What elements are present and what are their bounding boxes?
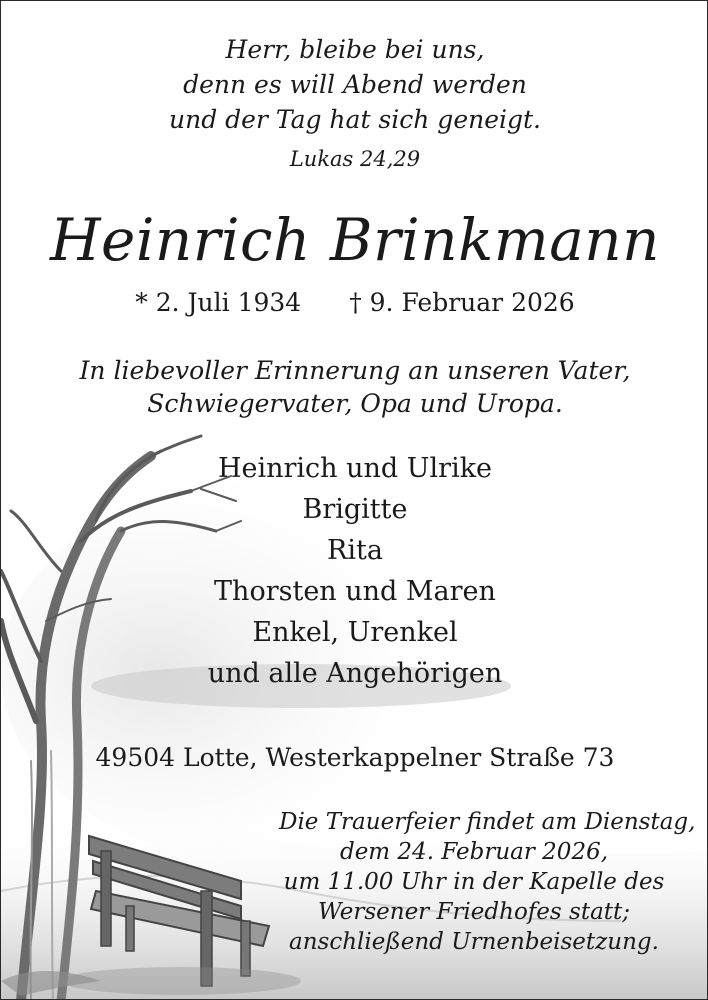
mourner-6: und alle Angehörigen bbox=[207, 658, 503, 689]
mourner-3: Rita bbox=[327, 535, 383, 566]
verse-reference: Lukas 24,29 bbox=[289, 147, 421, 171]
memorial-line-1: In liebevoller Erinnerung an unseren Vater, bbox=[79, 356, 631, 385]
death-date: † 9. Februar 2026 bbox=[349, 288, 575, 317]
mourner-2: Brigitte bbox=[302, 494, 408, 525]
mourner-1: Heinrich und Ulrike bbox=[217, 453, 493, 484]
funeral-line-5: anschließend Urnenbeisetzung. bbox=[289, 929, 659, 955]
address: 49504 Lotte, Westerkappelner Straße 73 bbox=[95, 743, 615, 772]
obituary-text bbox=[1, 1, 708, 1000]
mourner-4: Thorsten und Maren bbox=[214, 576, 496, 607]
life-dates bbox=[1, 288, 708, 317]
funeral-line-4: Wersener Friedhofes statt; bbox=[317, 899, 631, 925]
verse-line-1: Herr, bleibe bei uns, bbox=[225, 35, 485, 64]
funeral-line-2: dem 24. Februar 2026, bbox=[339, 839, 609, 865]
birth-date: * 2. Juli 1934 bbox=[135, 288, 302, 317]
deceased-name: Heinrich Brinkmann bbox=[49, 206, 661, 274]
verse-line-3: und der Tag hat sich geneigt. bbox=[169, 105, 541, 134]
funeral-line-3: um 11.00 Uhr in der Kapelle des bbox=[283, 869, 665, 895]
mourner-5: Enkel, Urenkel bbox=[252, 617, 458, 648]
memorial-line-2: Schwiegervater, Opa und Uropa. bbox=[147, 389, 563, 418]
verse-line-2: denn es will Abend werden bbox=[183, 70, 527, 99]
funeral-line-1: Die Trauerfeier findet am Dienstag, bbox=[279, 809, 696, 835]
